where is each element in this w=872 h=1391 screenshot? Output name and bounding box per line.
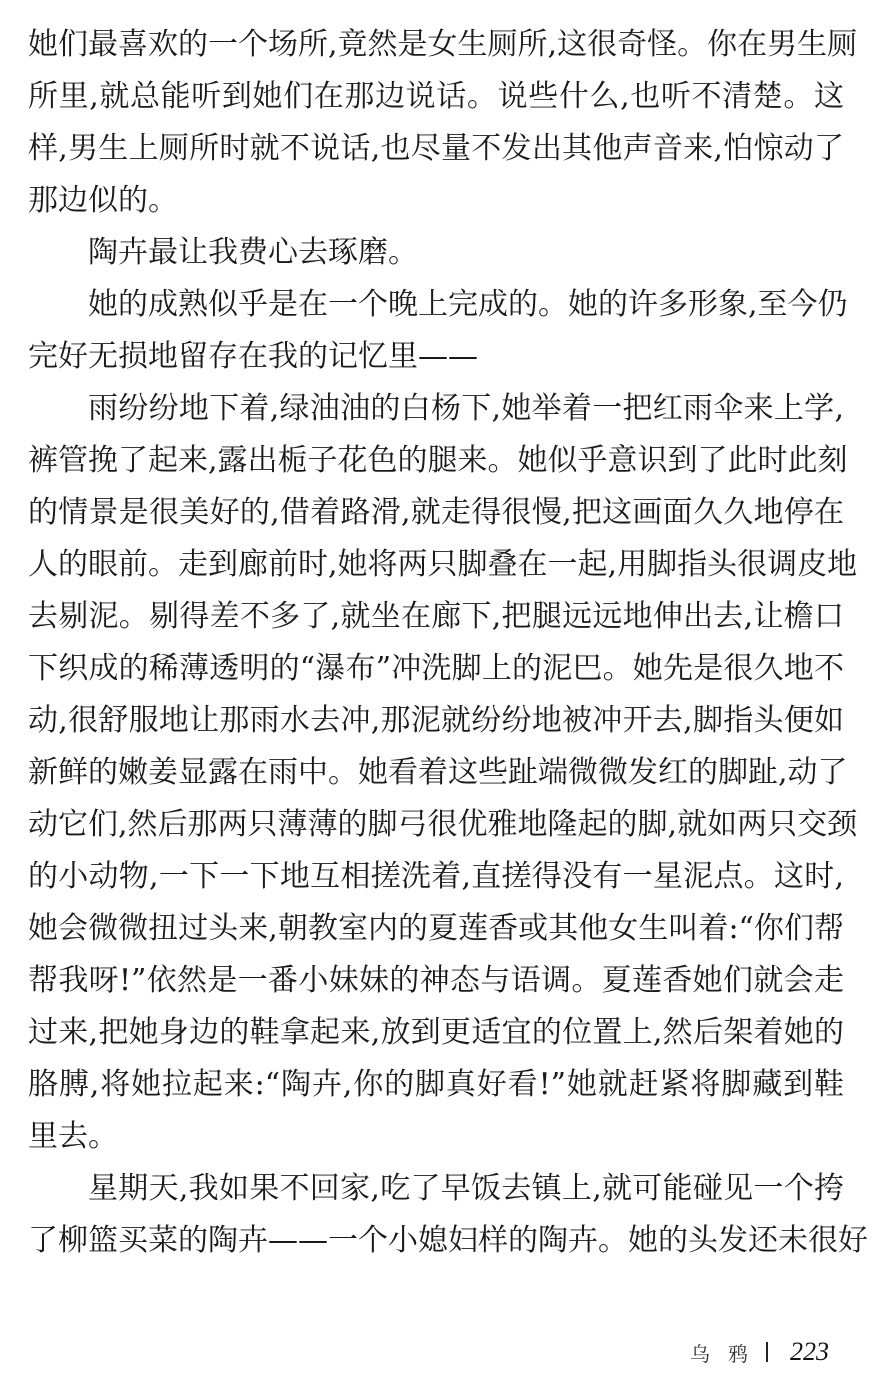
text-line: 人的眼前。走到廊前时,她将两只脚叠在一起,用脚指头很调皮地 bbox=[28, 547, 858, 582]
text-line: 动它们,然后那两只薄薄的脚弓很优雅地隆起的脚,就如两只交颈 bbox=[28, 807, 858, 842]
text-line: 里去。 bbox=[28, 1119, 118, 1154]
text-line: 帮我呀!”依然是一番小妹妹的神态与语调。夏莲香她们就会走 bbox=[28, 963, 844, 998]
running-title: 乌鸦 bbox=[690, 1341, 766, 1366]
text-line: 她的成熟似乎是在一个晚上完成的。她的许多形象,至今仍 bbox=[88, 287, 848, 322]
text-line: 那边似的。 bbox=[28, 183, 178, 218]
text-line: 所里,就总能听到她们在那边说话。说些什么,也听不清楚。这 bbox=[28, 79, 844, 114]
page-body bbox=[28, 19, 868, 1267]
text-line: 裤管挽了起来,露出栀子花色的腿来。她似乎意识到了此时此刻 bbox=[28, 443, 848, 478]
text-line: 的小动物,一下一下地互相搓洗着,直搓得没有一星泥点。这时, bbox=[28, 859, 844, 894]
text-line: 她们最喜欢的一个场所,竟然是女生厕所,这很奇怪。你在男生厕 bbox=[28, 27, 858, 62]
text-line: 她会微微扭过头来,朝教室内的夏莲香或其他女生叫着:“你们帮 bbox=[28, 911, 844, 946]
page-number: 223 bbox=[790, 1337, 829, 1366]
text-line: 去剔泥。剔得差不多了,就坐在廊下,把腿远远地伸出去,让檐口 bbox=[28, 599, 844, 634]
text-line: 了柳篮买菜的陶卉——一个小媳妇样的陶卉。她的头发还未很好 bbox=[28, 1223, 868, 1258]
text-line: 的情景是很美好的,借着路滑,就走得很慢,把这画面久久地停在 bbox=[28, 495, 844, 530]
text-line: 动,很舒服地让那雨水去冲,那泥就纷纷地被冲开去,脚指头便如 bbox=[28, 703, 844, 738]
text-line: 陶卉最让我费心去琢磨。 bbox=[88, 235, 418, 270]
text-line: 星期天,我如果不回家,吃了早饭去镇上,就可能碰见一个挎 bbox=[88, 1171, 844, 1206]
text-line: 完好无损地留存在我的记忆里—— bbox=[28, 339, 478, 374]
text-line: 过来,把她身边的鞋拿起来,放到更适宜的位置上,然后架着她的 bbox=[28, 1015, 844, 1050]
text-line: 样,男生上厕所时就不说话,也尽量不发出其他声音来,怕惊动了 bbox=[28, 131, 844, 166]
text-line: 下织成的稀薄透明的“瀑布”冲洗脚上的泥巴。她先是很久地不 bbox=[28, 651, 844, 686]
page-footer bbox=[690, 1332, 829, 1372]
text-line: 胳膊,将她拉起来:“陶卉,你的脚真好看!”她就赶紧将脚藏到鞋 bbox=[28, 1067, 844, 1102]
text-line: 雨纷纷地下着,绿油油的白杨下,她举着一把红雨伞来上学, bbox=[88, 391, 844, 426]
footer-divider bbox=[766, 1342, 768, 1362]
text-line: 新鲜的嫩姜显露在雨中。她看着这些趾端微微发红的脚趾,动了 bbox=[28, 755, 848, 790]
